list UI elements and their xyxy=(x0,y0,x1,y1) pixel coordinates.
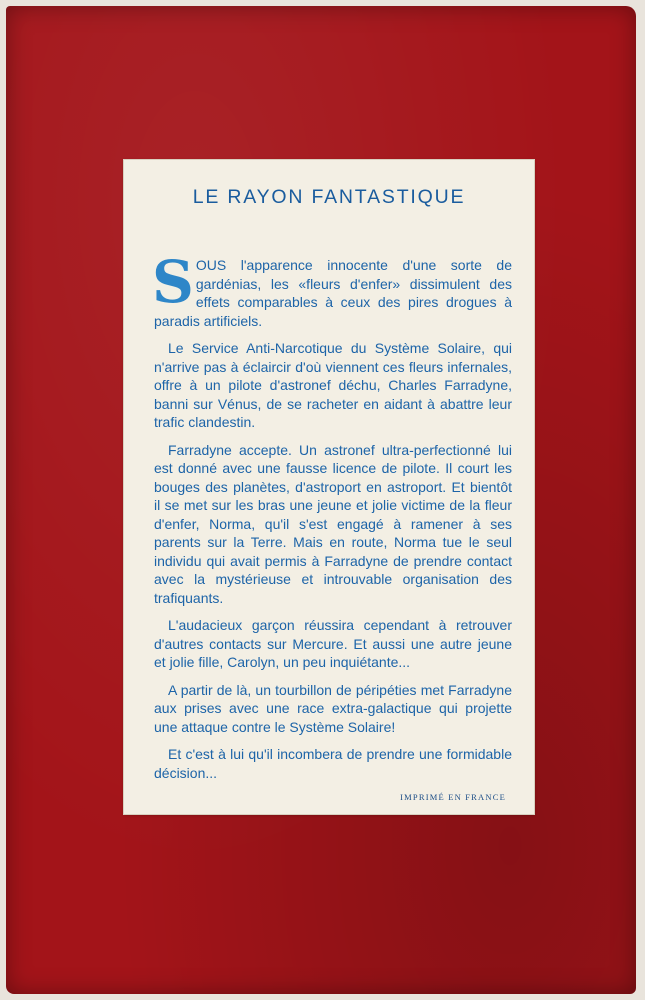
synopsis-paragraph-6: Et c'est à lui qu'il incombera de prendre une formidable décision... xyxy=(154,746,512,781)
synopsis-paragraph-5: A partir de là, un tourbillon de péripéties met Farradyne aux prises avec une race extra-galactique qui projette une attaque contre le Système Solaire! xyxy=(154,681,512,735)
drop-cap: S xyxy=(152,248,194,316)
synopsis-text xyxy=(152,248,512,791)
synopsis-paragraph-2: Le Service Anti-Narcotique du Système Solaire, qui n'arrive pas à éclaircir d'où viennent ces fleurs infernales, offre à un pilote d'astronef déchu, Charles Farradyne, banni sur Vénus, de se racheter en aidant à abattre leur trafic clandestin. xyxy=(154,340,512,430)
series-title: LE RAYON FANTASTIQUE xyxy=(192,186,466,208)
synopsis-paragraph-4: L'audacieux garçon réussira cependant à retrouver d'autres contacts sur Mercure. Et aussi une autre jeune et jolie fille, Carolyn, un peu inquiétante... xyxy=(154,617,512,670)
synopsis-label xyxy=(124,160,534,814)
synopsis-paragraph-1 xyxy=(152,248,512,330)
synopsis-paragraph-3: Farradyne accepte. Un astronef ultra-perfectionné lui est donné avec une fausse licence de pilote. Il court les bouges des planètes, d'astroport en astroport. Et bientôt il se met sur les bras une jeune et jolie victime de la fleur d'enfer, Norma, qu'il s'est engagé à ramener à ses parents sur la Terre. Mais en route, Norma tue le seul individu qui avait permis à Farradyne de prendre contact avec la mystérieuse et introuvable organisation des trafiquants. xyxy=(154,441,512,606)
imprint-notice: IMPRIMÉ EN FRANCE xyxy=(400,792,506,802)
book-back-cover xyxy=(6,6,636,994)
paragraph-1-text: OUS l'apparence innocente d'une sorte de gardénias, les «fleurs d'enfer» dissimulent des effets comparables à ceux des pires drogues à paradis artificiels. xyxy=(154,257,512,329)
